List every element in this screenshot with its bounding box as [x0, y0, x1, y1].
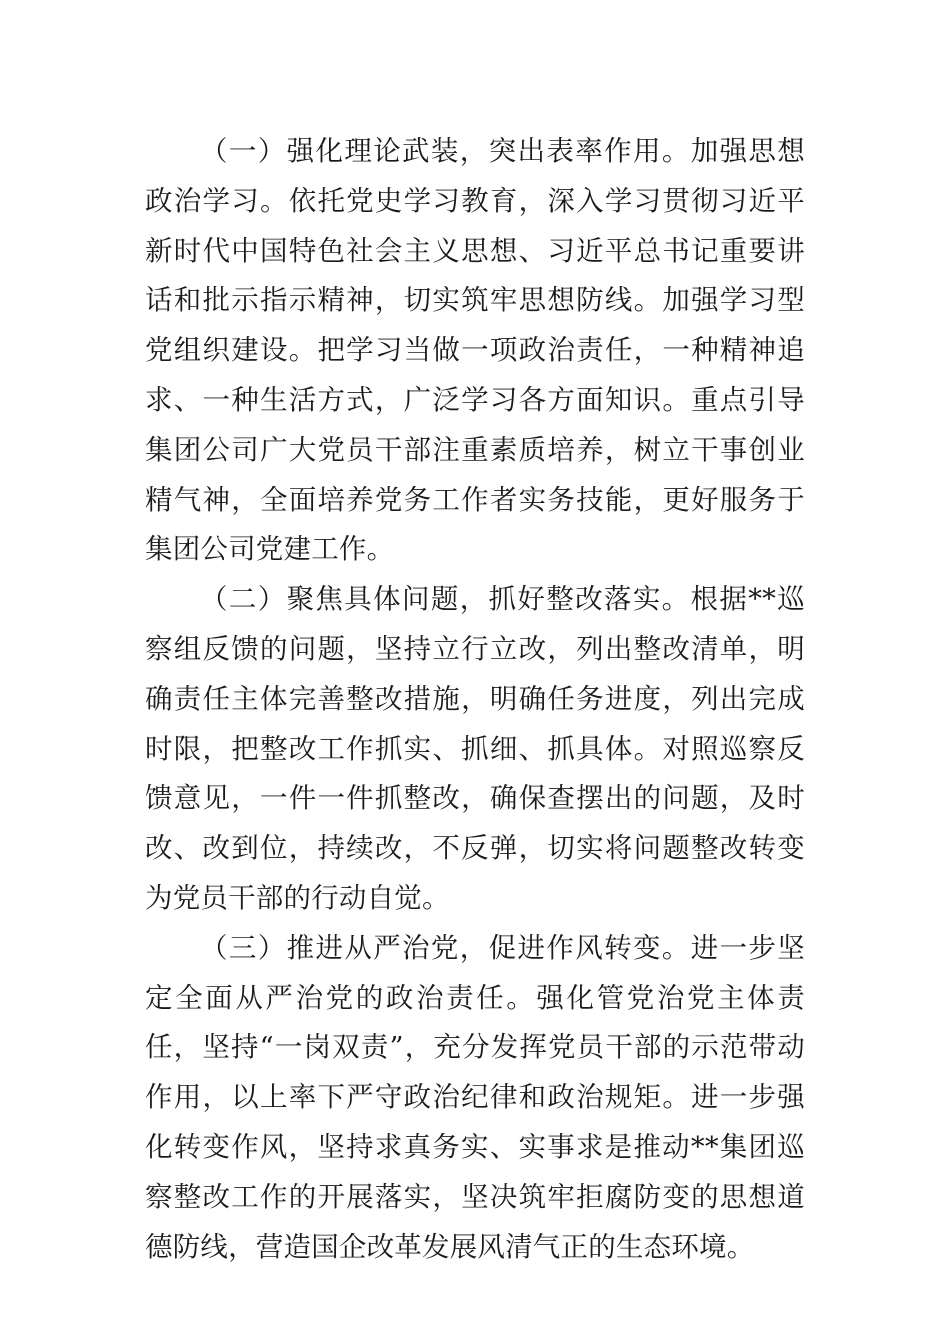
- paragraph-2: （二）聚焦具体问题，抓好整改落实。根据**巡察组反馈的问题，坚持立行立改，列出整改清单，明确责任主体完善整改措施，明确任务进度，列出完成时限，把整改工作抓实、抓细、抓具体。对照巡察反馈意见，一件一件抓整改，确保查摆出的问题，及时改、改到位，持续改，不反弹，切实将问题整改转变为党员干部的行动自觉。: [145, 583, 805, 914]
- document-body: [145, 127, 805, 1272]
- paragraph-1: （一）强化理论武装，突出表率作用。加强思想政治学习。依托党史学习教育，深入学习贯彻习近平新时代中国特色社会主义思想、习近平总书记重要讲话和批示指示精神，切实筑牢思想防线。加强学习型党组织建设。把学习当做一项政治责任，一种精神追求、一种生活方式，广泛学习各方面知识。重点引导集团公司广大党员干部注重素质培养，树立干事创业精气神，全面培养党务工作者实务技能，更好服务于集团公司党建工作。: [145, 135, 805, 566]
- paragraph-3: （三）推进从严治党，促进作风转变。进一步坚定全面从严治党的政治责任。强化管党治党主体责任，坚持“一岗双责”，充分发挥党员干部的示范带动作用，以上率下严守政治纪律和政治规矩。进一步强化转变作风，坚持求真务实、实事求是推动**集团巡察整改工作的开展落实，坚决筑牢拒腐防变的思想道德防线，营造国企改革发展风清气正的生态环境。: [145, 931, 805, 1263]
